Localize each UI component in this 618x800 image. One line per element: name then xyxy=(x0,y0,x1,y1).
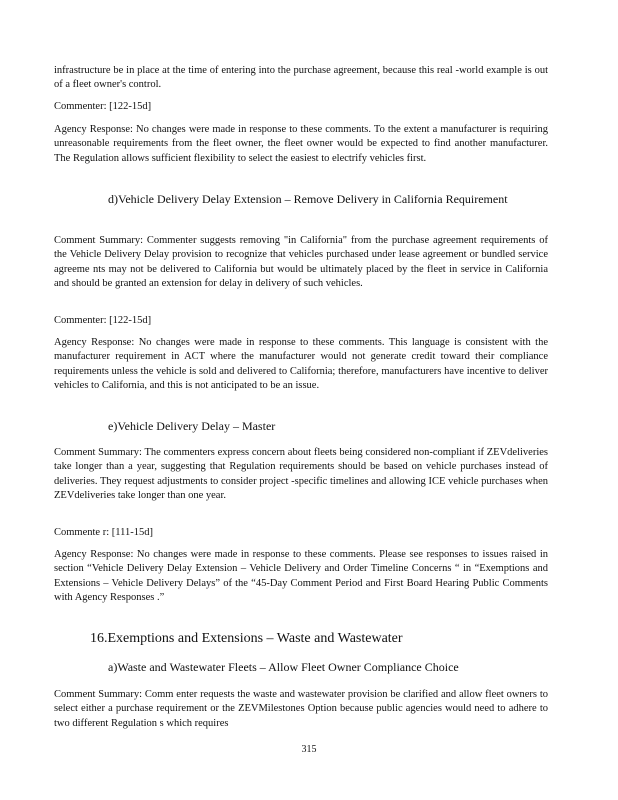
subsection-heading-a xyxy=(54,659,548,675)
section-heading-e xyxy=(54,418,548,434)
agency-response: Agency Response: No changes were made in response to these comments. To the extent a manufacturer is requiring unreasonable requirements from the fleet owner, the fleet owner would be expected to find another manufacturer. The Regulation allows sufficient flexibility to select the easiest to electrify vehicles first. xyxy=(54,124,548,164)
section-heading-16: 16.Exemptions and Extensions – Waste and Wastewater xyxy=(90,631,403,646)
comment-summary: Comment Summary: The commenters express concern about fleets being considered non-compliant if ZEVdeliveries take longer than a year, suggesting that Regulation requirements should be based on vehicle purchases instead of deliveries. They request adjustments to consider project -specific timelines and allowing ICE vehicle purchases when ZEVdeliveries take longer than one year. xyxy=(54,447,548,502)
section-heading-e-text: e)Vehicle Delivery Delay – Master xyxy=(108,419,276,433)
section-heading-d-text: d)Vehicle Delivery Delay Extension – Remove Delivery in California Requirement xyxy=(108,192,508,206)
commenter-line: Commente r: [111-15d] xyxy=(54,527,153,538)
subsection-heading-a-text: a)Waste and Wastewater Fleets – Allow Fleet Owner Compliance Choice xyxy=(108,660,459,674)
agency-response: Agency Response: No changes were made in response to these comments. This language is consistent with the manufacturer requirement in ACT where the manufacturer would not generate credit toward their compliance requirements unless the vehicle is sold and delivered to California; therefore, manufacturers have incentive to deliver vehicles to California, and this is not anticipated to be an issue. xyxy=(54,337,548,392)
paragraph-infrastructure: infrastructure be in place at the time of entering into the purchase agreement, because this real -world example is out of a fleet owner's control. xyxy=(54,65,548,91)
page-number: 315 xyxy=(301,744,317,755)
comment-summary: Comment Summary: Comm enter requests the waste and wastewater provision be clarified and allow fleet owners to select either a purchase requirement or the ZEVMilestones Option because public agencies would need to adhere to two different Regulation s which requires xyxy=(54,689,548,729)
commenter-line: Commenter: [122-15d] xyxy=(54,315,152,326)
comment-summary: Comment Summary: Commenter suggests removing "in California" from the purchase agreement requirements of the Vehicle Delivery Delay provision to recognize that vehicles purchased under lease agreement or bundled service agreeme nts may not be delivered to California but would be ultimately placed by the fleet in service in California and should be granted an extension for delay in delivery of such vehicles. xyxy=(54,235,548,290)
section-heading-d xyxy=(54,191,548,207)
commenter-line: Commenter: [122-15d] xyxy=(54,101,152,112)
agency-response: Agency Response: No changes were made in response to these comments. Please see responses to issues raised in section “Vehicle Delivery Delay Extension – Vehicle Delivery and Order Timeline Concerns “ in “Exemptions and Extensions – Vehicle Delivery Delays” of the “45-Day Comment Period and First Board Hearing Public Comments with Agency Responses .” xyxy=(54,549,548,604)
